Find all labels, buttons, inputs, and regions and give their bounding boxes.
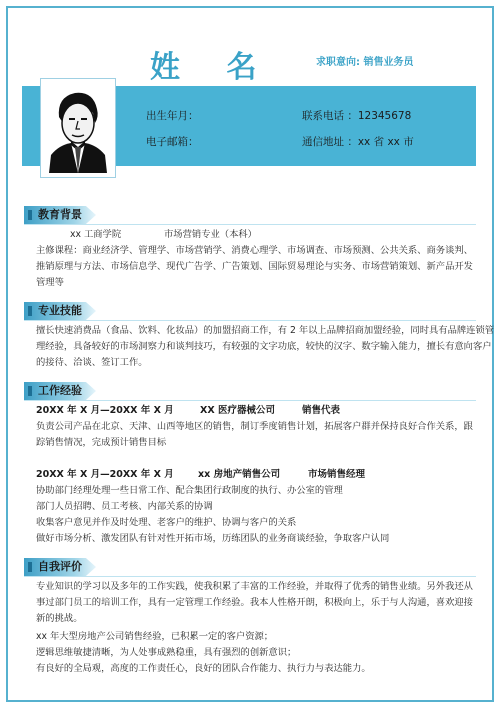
evaluation-line: 有良好的全局观，高度的工作责任心，良好的团队合作能力、执行力与表达能力。 — [36, 663, 371, 674]
divider — [24, 576, 476, 577]
avatar — [40, 78, 116, 178]
job-role: 市场销售经理 — [308, 469, 366, 480]
job-period: 20XX 年 X 月—20XX 年 X 月 — [36, 469, 174, 480]
courses-line: 推销原理与方法、市场信息学、现代广告学、广告策划、国际贸易理论与实务、市场营销策划、新产品开发 — [36, 261, 473, 272]
email-label: 电子邮箱： — [146, 136, 199, 148]
evaluation-line: 逻辑思维敏捷清晰，为人处事成熟稳重，具有强烈的创新意识； — [36, 647, 297, 658]
skills-line: 擅长快速消费品（食品、饮料、化妆品）的加盟招商工作，有 2 年以上品牌招商加盟经验，同时具有品牌连锁管 — [36, 325, 495, 336]
portrait-image — [45, 83, 111, 173]
skills-line: 理经验，具备较好的市场洞察力和谈判技巧，有较强的文字功底，较快的汉字、数字输入能力，擅长有意向客户 — [36, 341, 492, 352]
section-title: 教育背景 — [38, 208, 82, 221]
section-title: 工作经验 — [38, 384, 82, 397]
section-skills — [24, 302, 82, 320]
section-evaluation — [24, 558, 82, 576]
job-detail-line: 负责公司产品在北京、天津、山西等地区的销售，制订季度销售计划，拓展客户群并保持良好合作关系，跟 — [36, 421, 473, 432]
job-company: XX 医疗器械公司 — [200, 405, 275, 416]
evaluation-line: xx 年大型房地产公司销售经验，已积累一定的客户资源； — [36, 631, 274, 642]
job-detail-line: 协助部门经理处理一些日常工作、配合集团行政制度的执行、办公室的管理 — [36, 485, 343, 496]
section-title: 自我评价 — [38, 560, 82, 573]
courses-line: 管理等 — [36, 277, 64, 288]
job-company: xx 房地产销售公司 — [198, 469, 281, 480]
section-education — [24, 206, 82, 224]
major-name: 市场营销专业（本科） — [164, 229, 257, 240]
job-detail-line: 部门人员招聘、员工考核、内部关系的协调 — [36, 501, 213, 512]
section-title: 专业技能 — [38, 304, 82, 317]
address-field: 通信地址 ：xx 省 xx 市 — [302, 136, 414, 148]
job-detail-line: 收集客户意见并作及时处理、老客户的维护、协调与客户的关系 — [36, 517, 297, 528]
job-detail-line: 踪销售情况，完成预计销售目标 — [36, 437, 167, 448]
divider — [24, 224, 476, 225]
section-experience — [24, 382, 82, 400]
divider — [24, 320, 476, 321]
evaluation-line: 事过部门员工的培训工作，具有一定管理工作经验。我本人性格开朗，积极向上，乐于与人沟通，喜欢迎接 — [36, 597, 473, 608]
school-name: xx 工商学院 — [70, 229, 122, 240]
courses-line: 主修课程：商业经济学、管理学、市场营销学、消费心理学、市场调查、市场预测、公共关系、商务谈判、 — [36, 245, 473, 256]
job-intent: 求职意向: 销售业务员 — [316, 57, 414, 68]
job-period: 20XX 年 X 月—20XX 年 X 月 — [36, 405, 174, 416]
job-detail-line: 做好市场分析、激发团队有针对性开拓市场，历练团队的业务商谈经验，争取客户认同 — [36, 533, 390, 544]
skills-line: 的接待、洽谈、签订工作。 — [36, 357, 148, 368]
page-title: 姓 名 — [150, 50, 275, 85]
evaluation-line: 新的挑战。 — [36, 613, 83, 624]
phone-field: 联系电话 ：12345678 — [302, 110, 412, 122]
job-role: 销售代表 — [302, 405, 341, 416]
birth-date-label: 出生年月： — [146, 110, 199, 122]
evaluation-line: 专业知识的学习以及多年的工作实践，使我积累了丰富的工作经验，并取得了优秀的销售业绩。另外我还从 — [36, 581, 473, 592]
divider — [24, 400, 476, 401]
